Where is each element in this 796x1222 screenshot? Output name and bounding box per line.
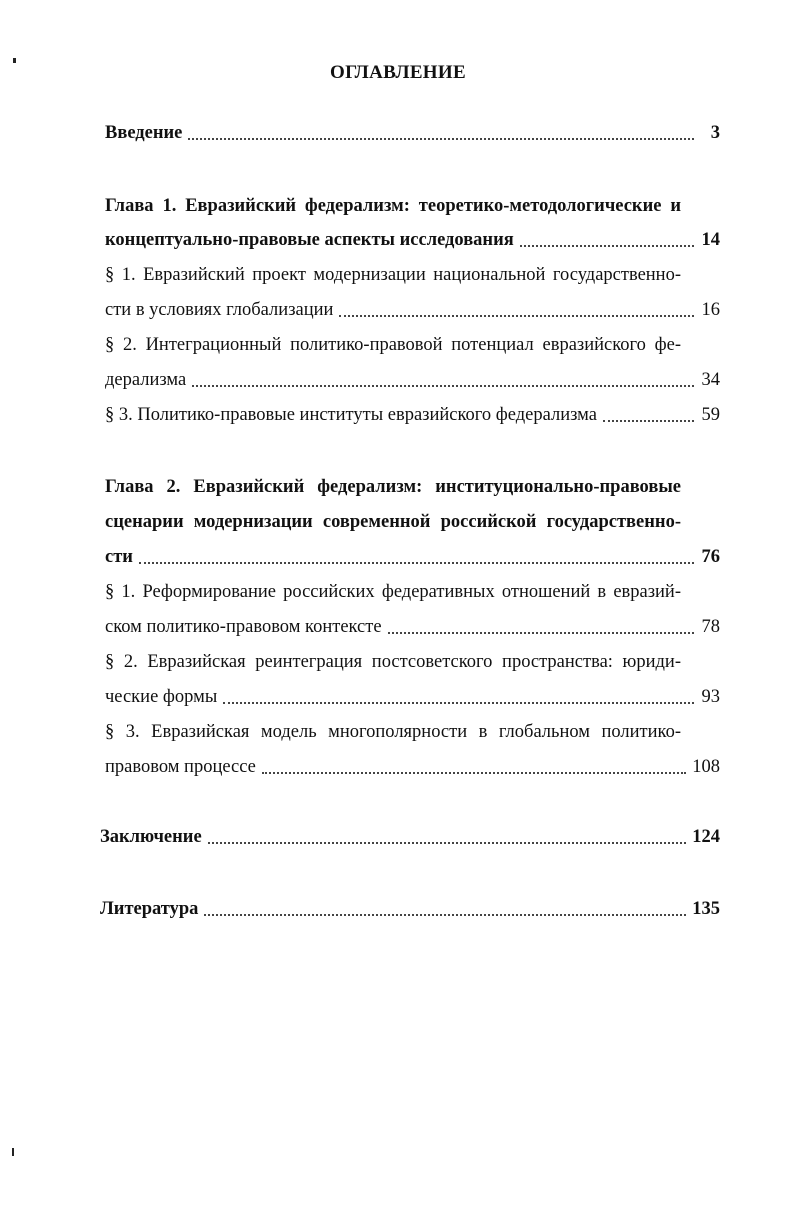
toc-chapter2-line1[interactable] [105,474,720,500]
toc-entry-label: ческие формы [105,687,218,707]
dot-leader [388,630,694,634]
toc-entry-label: § 2. Интеграционный политико-правовой потенциал евразийского фе- [105,335,681,355]
toc-page-number: 16 [701,300,720,320]
toc-entry-label: Заключение [100,827,202,847]
dot-leader [208,840,687,844]
toc-entry-ch1-s2[interactable] [105,367,720,393]
toc-ch1-s2-line1[interactable] [105,332,720,358]
toc-entry-label: Глава 1. Евразийский федерализм: теоретико-методологические и [105,196,681,216]
toc-page-number: 59 [701,405,720,425]
toc-page-number: 34 [701,370,720,390]
toc-entry-label: сти в условиях глобализации [105,300,334,320]
toc-entry-label: Литература [100,899,199,919]
dot-leader [204,912,686,916]
dot-leader [223,700,694,704]
dot-leader [603,418,694,422]
dot-leader [520,243,694,247]
dot-leader [262,770,686,774]
dot-leader [192,383,694,387]
page-title: ОГЛАВЛЕНИЕ [330,62,466,83]
dot-leader [339,313,694,317]
toc-entry-label: правовом процессе [105,757,256,777]
toc-page-number: 3 [710,123,720,143]
toc-entry-chapter2[interactable] [105,544,720,570]
toc-page-number: 14 [701,230,720,250]
toc-chapter2-line2[interactable] [105,509,720,535]
toc-ch2-s3-line1[interactable] [105,719,720,745]
scan-mark-bottom [12,1148,14,1156]
dot-leader [188,136,694,140]
toc-entry-label: сценарии модернизации современной российской государственно- [105,512,681,532]
toc-entry-ch2-s1[interactable] [105,614,720,640]
toc-page-number: 93 [701,687,720,707]
toc-entry-ch1-s1[interactable] [105,297,720,323]
toc-entry-label: Глава 2. Евразийский федерализм: институционально-правовые [105,477,681,497]
toc-entry-label: Введение [105,123,183,143]
toc-entry-ch1-s3[interactable] [105,402,720,428]
toc-entry-label: сти [105,547,133,567]
toc-chapter1-line1[interactable] [105,193,720,219]
dot-leader [139,560,694,564]
toc-page-number: 124 [692,827,720,847]
toc-entry-label: § 3. Политико-правовые институты евразийского федерализма [105,405,597,425]
toc-page-number: 135 [692,899,720,919]
toc-ch1-s1-line1[interactable] [105,262,720,288]
toc-entry-label: § 1. Реформирование российских федеративных отношений в евразий- [105,582,681,602]
toc-ch2-s2-line1[interactable] [105,649,720,675]
toc-entry-label: концептуально-правовые аспекты исследования [105,230,514,250]
toc-entry-label: дерализма [105,370,187,390]
toc-entry-chapter1[interactable] [105,227,720,253]
toc-page-number: 78 [701,617,720,637]
toc-page-number: 108 [692,757,720,777]
toc-entry-label: § 3. Евразийская модель многополярности в глобальном политико- [105,722,681,742]
toc-entry-conclusion[interactable] [100,824,720,850]
toc-entry-intro[interactable] [105,120,720,146]
toc-entry-label: ском политико-правовом контексте [105,617,382,637]
toc-ch2-s1-line1[interactable] [105,579,720,605]
toc-entry-ch2-s2[interactable] [105,684,720,710]
toc-entry-label: § 2. Евразийская реинтеграция постсоветского пространства: юриди- [105,652,681,672]
toc-page-number: 76 [701,547,720,567]
toc-entry-label: § 1. Евразийский проект модернизации национальной государственно- [105,265,681,285]
toc-entry-ch2-s3[interactable] [105,754,720,780]
toc-entry-references[interactable] [100,896,720,922]
